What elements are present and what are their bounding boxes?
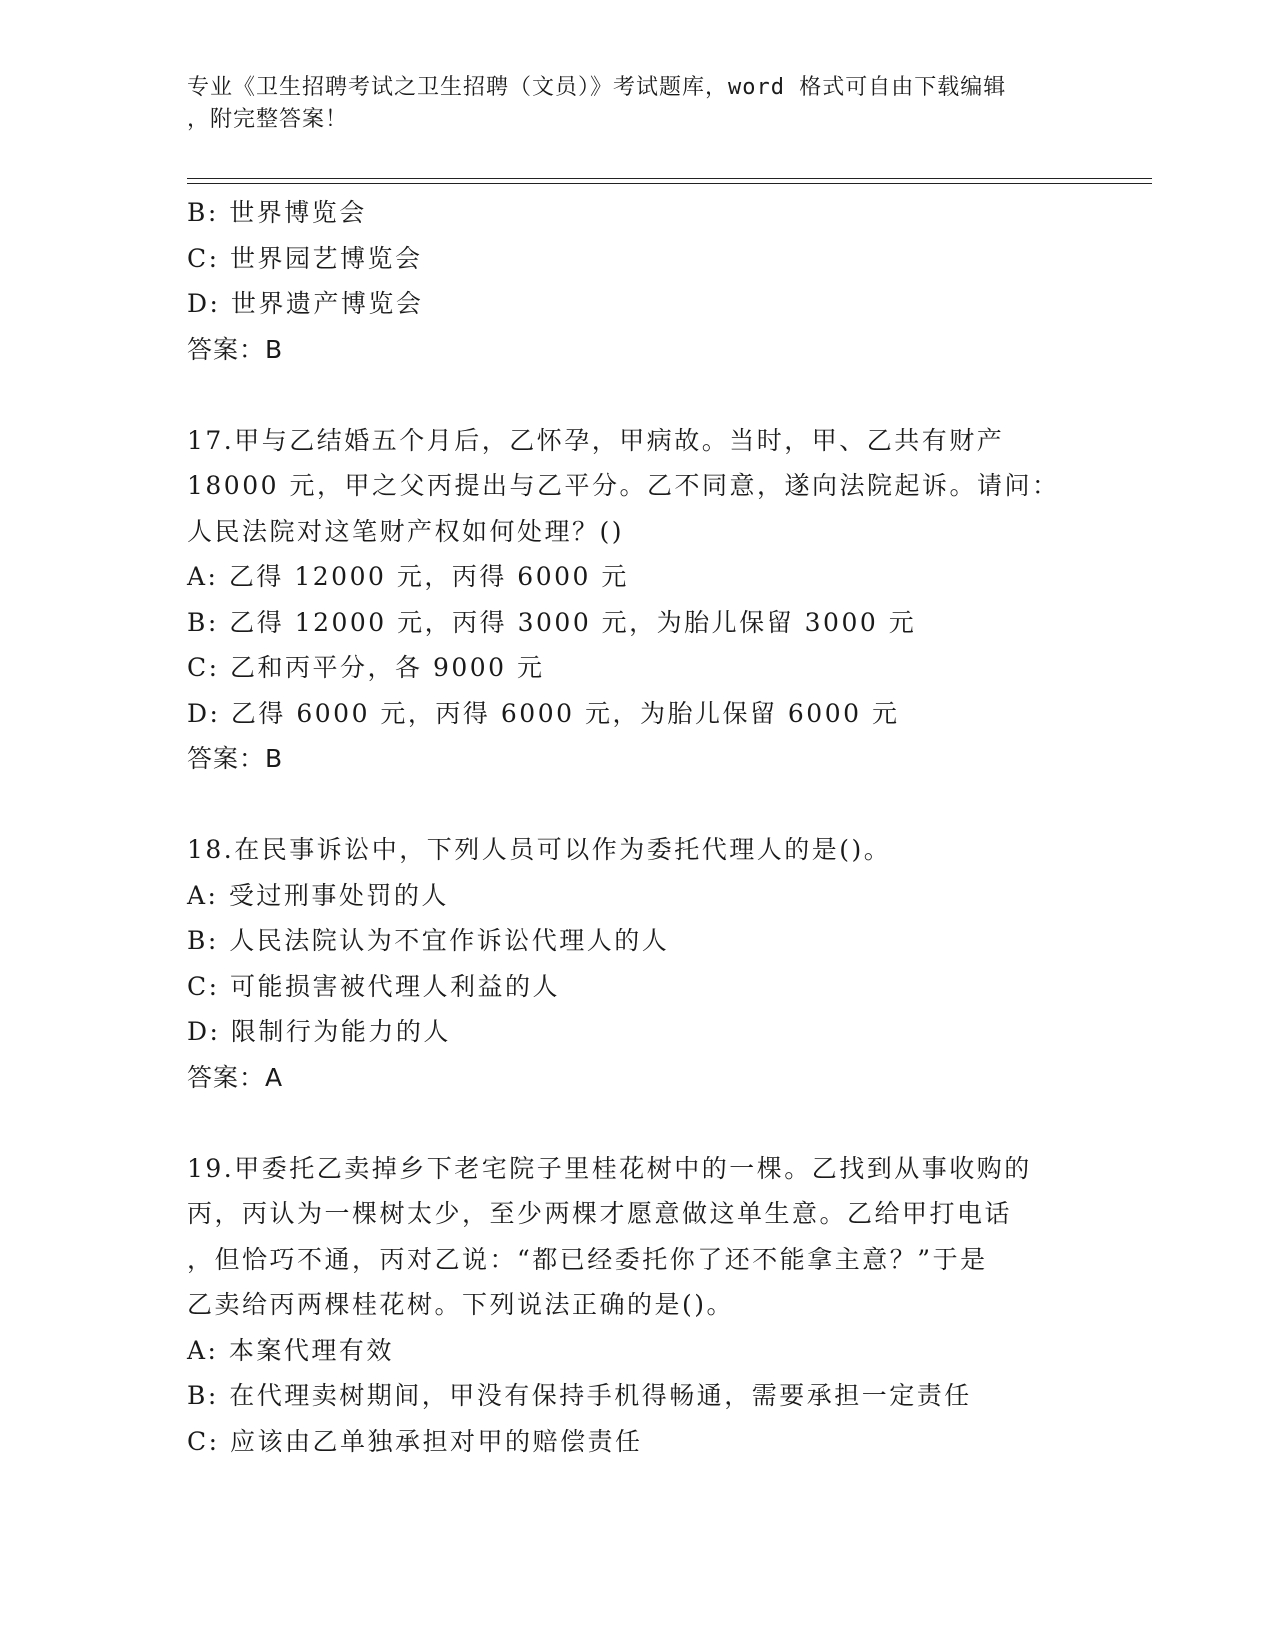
question-stem-line-2: 丙，丙认为一棵树太少，至少两棵才愿意做这单生意。乙给甲打电话	[187, 1199, 1013, 1228]
question-17	[187, 418, 1152, 782]
option-c: C: 世界园艺博览会	[187, 243, 423, 273]
question-stem-line-3: 人民法院对这笔财产权如何处理？()	[187, 516, 625, 546]
option-a: A: 乙得 12000 元，丙得 6000 元	[187, 562, 629, 591]
header-title-line-1: 专业《卫生招聘考试之卫生招聘（文员）》考试题库，word 格式可自由下载编辑	[187, 75, 1007, 100]
question-stem-line-1: 17.甲与乙结婚五个月后，乙怀孕，甲病故。当时，甲、乙共有财产	[187, 425, 1005, 455]
option-c: C: 可能损害被代理人利益的人	[187, 971, 560, 1001]
option-b: B: 乙得 12000 元，丙得 3000 元，为胎儿保留 3000 元	[187, 607, 917, 637]
question-content	[187, 190, 1152, 1464]
option-b: B: 在代理卖树期间，甲没有保持手机得畅通，需要承担一定责任	[187, 1381, 972, 1410]
answer: 答案：B	[187, 744, 284, 773]
question-16-tail	[187, 190, 1152, 372]
question-18	[187, 827, 1152, 1100]
page-header	[187, 72, 1087, 136]
header-divider-top	[187, 178, 1152, 179]
question-stem-line-2: 18000 元，甲之父丙提出与乙平分。乙不同意，遂向法院起诉。请问：	[187, 471, 1060, 500]
option-b: B: 人民法院认为不宜作诉讼代理人的人	[187, 926, 670, 955]
spacer	[187, 1100, 1152, 1146]
question-stem-line-1: 19.甲委托乙卖掉乡下老宅院子里桂花树中的一棵。乙找到从事收购的	[187, 1153, 1032, 1183]
header-title-line-2: ，附完整答案！	[187, 107, 349, 132]
spacer	[187, 372, 1152, 418]
header-divider-bottom	[187, 183, 1152, 184]
question-19	[187, 1146, 1152, 1465]
option-a: A: 本案代理有效	[187, 1335, 394, 1365]
option-a: A: 受过刑事处罚的人	[187, 880, 449, 910]
answer: 答案：B	[187, 334, 284, 364]
question-stem-line-1: 18.在民事诉讼中，下列人员可以作为委托代理人的是()。	[187, 835, 892, 864]
option-d: D: 乙得 6000 元，丙得 6000 元，为胎儿保留 6000 元	[187, 698, 900, 728]
option-b: B: 世界博览会	[187, 198, 367, 227]
spacer	[187, 782, 1152, 828]
question-stem-line-3: ，但恰巧不通，丙对乙说：“都已经委托你了还不能拿主意？”于是	[187, 1244, 988, 1274]
option-d: D: 限制行为能力的人	[187, 1017, 451, 1046]
option-c: C: 乙和丙平分，各 9000 元	[187, 653, 545, 682]
answer: 答案：A	[187, 1062, 284, 1092]
option-c: C: 应该由乙单独承担对甲的赔偿责任	[187, 1426, 643, 1456]
option-d: D: 世界遗产博览会	[187, 289, 424, 318]
question-stem-line-4: 乙卖给丙两棵桂花树。下列说法正确的是()。	[187, 1290, 735, 1319]
